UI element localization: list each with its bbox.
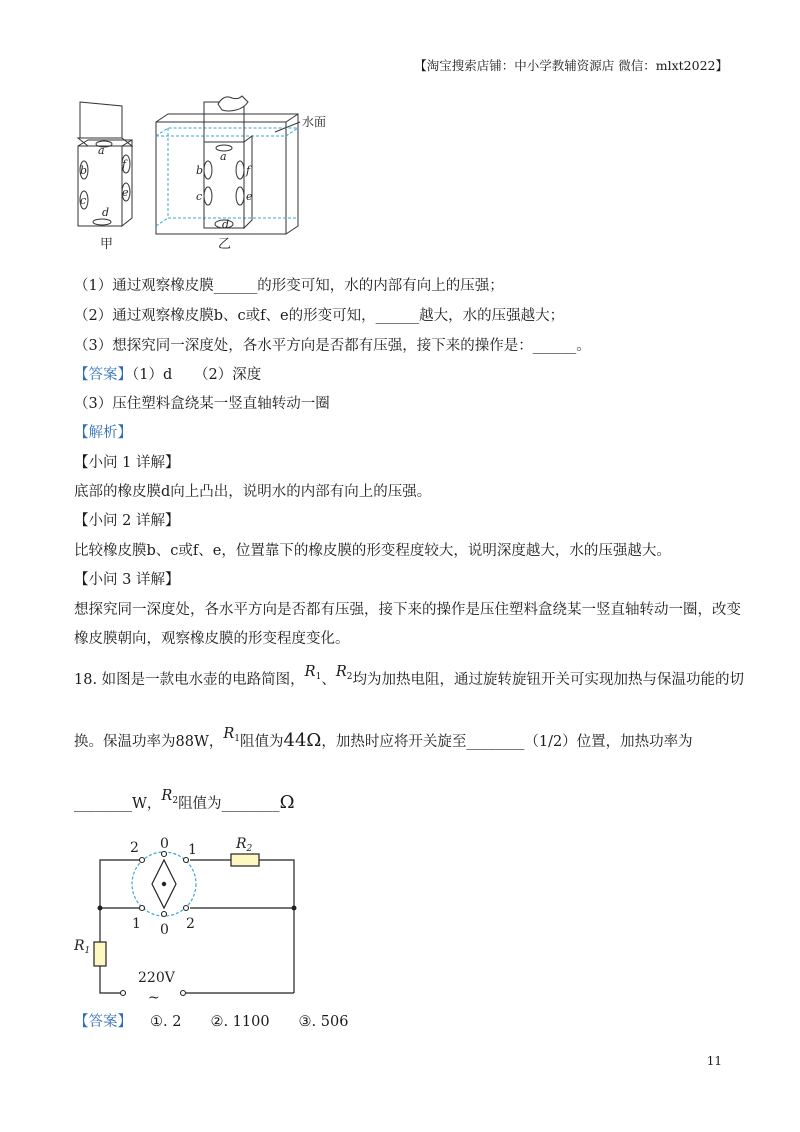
sub2-text: 比较橡皮膜b、c或f、e，位置靠下的橡皮膜的形变程度较大，说明深度越大，水的压强越大。 — [74, 543, 671, 559]
letter-d: d — [102, 206, 110, 219]
r2-resistor-icon — [231, 854, 259, 866]
voltage-label: 220V — [138, 970, 175, 986]
sub2-tag: 【小问 2 详解】 — [74, 513, 180, 529]
page-number: 11 — [706, 1054, 722, 1068]
answer-tag: 【答案】 — [74, 1014, 132, 1030]
q18-answer — [74, 1012, 348, 1032]
letter-f: f — [246, 164, 251, 177]
q17-part1: （1）通过观察橡皮膜______的形变可知，水的内部有向上的压强； — [74, 278, 504, 294]
r2-symbol: $R_2$ — [335, 664, 353, 682]
answer-text: （1）d （2）深度 — [132, 367, 262, 383]
r1-label: $R_1$ — [74, 938, 91, 956]
letter-b: b — [80, 164, 88, 177]
q17-answer-line2: （3）压住塑料盒绕某一竖直轴转动一圈 — [74, 396, 330, 412]
q17-part3: （3）想探究同一深度处，各水平方向是否都有压强，接下来的操作是：______。 — [74, 338, 591, 354]
water-surface — [156, 128, 298, 226]
contact-labels — [130, 836, 197, 938]
letter-a: a — [220, 150, 227, 163]
circuit-diagram — [66, 830, 316, 1010]
letter-b: b — [196, 164, 204, 177]
q18-intro: 18. 如图是一款电水壶的电路简图， — [74, 672, 305, 688]
letter-e: e — [122, 186, 129, 199]
r1-symbol: $R_1$ — [223, 726, 241, 744]
pressure-experiment-figure — [70, 92, 350, 252]
letter-c: c — [80, 194, 87, 207]
letter-e: e — [246, 190, 253, 203]
q17-answer-line1 — [74, 365, 261, 385]
q18-line2: 换。保温功率为88W，$R_1$阻值为44Ω，加热时应将开关旋至________（1/2）位置，加热功率为 — [74, 726, 693, 751]
q18-line1 — [74, 664, 744, 690]
r1-symbol: $R_1$ — [304, 664, 322, 682]
sub3-tag: 【小问 3 详解】 — [74, 572, 180, 588]
r1-resistor-icon — [94, 942, 106, 966]
label-jia: 甲 — [100, 237, 114, 252]
water-tank — [156, 114, 298, 234]
page-header: 【淘宝搜索店铺：中小学教辅资源店 微信：mlxt2022】 — [414, 58, 728, 73]
water-surface-label: 水面 — [302, 115, 327, 129]
letter-d: d — [222, 218, 230, 231]
svg-text:2: 2 — [130, 840, 139, 856]
r2-symbol: $R_2$ — [161, 788, 179, 806]
sub3-text2: 橡皮膜朝向，观察橡皮膜的形变程度变化。 — [74, 631, 350, 647]
analysis-tag: 【解析】 — [74, 425, 132, 441]
q17-part2: （2）通过观察橡皮膜b、c或f、e的形变可知，______越大，水的压强越大； — [74, 308, 565, 324]
ac-symbol: ~ — [148, 990, 160, 1006]
r2-label: $R_2$ — [236, 836, 253, 854]
separator: 、 — [321, 672, 336, 688]
letter-c: c — [196, 190, 203, 203]
sub1-tag: 【小问 1 详解】 — [74, 455, 180, 471]
switch-pivot — [162, 882, 166, 886]
letter-f: f — [122, 158, 127, 171]
svg-text:1: 1 — [188, 842, 197, 858]
q18-intro-rest: 均为加热电阻，通过旋转旋钮开关可实现加热与保温功能的切 — [352, 672, 744, 688]
letter-a: a — [98, 144, 105, 157]
label-yi: 乙 — [218, 237, 232, 252]
answer-tag: 【答案】 — [74, 367, 132, 383]
svg-text:1: 1 — [132, 916, 141, 932]
circuit-wires — [100, 860, 294, 993]
svg-text:0: 0 — [160, 836, 169, 852]
sub1-text: 底部的橡皮膜d向上凸出，说明水的内部有向上的压强。 — [74, 484, 432, 500]
q18-line3: ________W，$R_2$阻值为________Ω — [74, 788, 295, 813]
ohm-unit: Ω — [279, 792, 295, 813]
answer-text: ①. 2 ②. 1100 ③. 506 — [150, 1014, 349, 1030]
r1-value: 44Ω — [283, 730, 322, 751]
svg-text:0: 0 — [160, 922, 169, 938]
sub3-text1: 想探究同一深度处，各水平方向是否都有压强，接下来的操作是压住塑料盒绕某一竖直轴转动一圈，改变 — [74, 602, 741, 618]
svg-text:2: 2 — [186, 916, 195, 932]
